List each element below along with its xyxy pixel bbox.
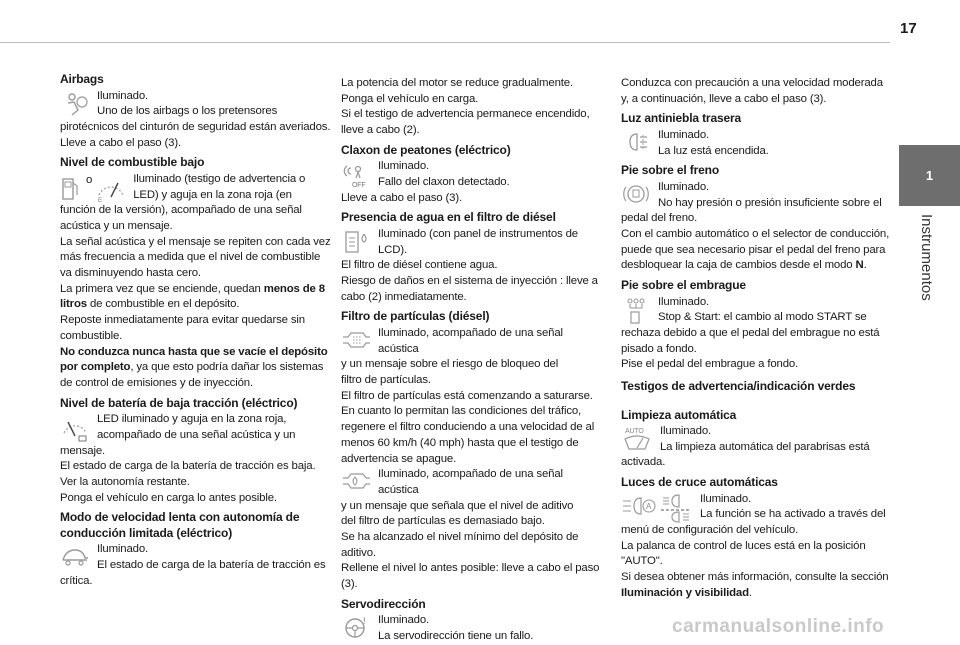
fog-line1: Iluminado. [658,128,710,141]
intro-2: Ponga el vehículo en carga. [341,92,479,105]
battery-text-4: Ponga el vehículo en carga lo antes posible. [60,491,277,504]
airbag-icon [60,90,90,118]
steering-heading: Servodirección [341,596,426,611]
auto-lights-icon [621,493,657,521]
clutch-line1: Iluminado. [658,295,710,308]
brake-text-2: Con el cambio automático o el selector de conducción, puede que sea necesario pisar el pedal del freno para desbloquear la caja de cambios desde el modo N. [621,227,890,272]
fuel-or: o [86,173,93,186]
brake-text: pedal del freno. [621,212,698,225]
svg-text:E: E [98,197,103,203]
lights-line2: La función se ha activado a través del [700,508,886,521]
dpf-additive-line1: Iluminado, acompañado de una señal acústica [378,468,563,496]
dpf-additive-line2: y un mensaje que señala que el nivel de aditivo [341,499,574,512]
steering-line2: La servodirección tiene un fallo. [378,630,534,643]
dpf-additive-text: del filtro de partículas es demasiado bajo. [341,515,545,528]
dpf-additive-text-3: Rellene el nivel lo antes posible: lleve a cabo el paso (3). [341,562,600,591]
slowmode-heading: Modo de velocidad lenta con autonomía de conducción limitada (eléctrico) [60,510,300,540]
clutch-foot-icon [621,296,651,326]
horn-text: Lleve a cabo el paso (3). [341,191,462,204]
fog-heading: Luz antiniebla trasera [621,111,742,126]
horn-heading: Claxon de peatones (eléctrico) [341,142,511,157]
battery-text: mensaje. [60,444,106,457]
brake-line2: No hay presión o presión insuficiente sobre el [658,196,882,209]
green-warnings-heading: Testigos de advertencia/indicación verdes [621,379,856,394]
fog-line2: La luz está encendida. [658,144,769,157]
fuel-pump-icon [60,173,126,203]
lights-text: menú de configuración del vehículo. [621,524,799,537]
water-heading: Presencia de agua en el filtro de diésel [341,210,556,225]
battery-heading: Nivel de batería de baja tracción (eléctrico) [60,395,298,410]
lights-text-2: La palanca de control de luces está en la posición "AUTO". [621,539,866,568]
horn-line2: Fallo del claxon detectado. [378,176,510,189]
intro-1: La potencia del motor se reduce gradualmente. [341,77,573,89]
dpf-text-3: En cuanto lo permitan las condiciones del tráfico, regenere el filtro conduciendo a una velocidad de al menos 60 km/h (40 mph) hasta que el testigo de advertencia se apague. [341,405,595,465]
lights-heading: Luces de cruce automáticas [621,475,778,490]
wiper-line1: Iluminado. [660,425,712,438]
wiper-line2: La limpieza automática del parabrisas está [660,440,870,453]
airbags-heading: Airbags [60,72,104,86]
dpf-heading: Filtro de partículas (diésel) [341,309,490,324]
column-2 [341,76,606,645]
clutch-line2: Stop & Start: el cambio al modo START se [658,311,867,324]
chapter-title: Instrumentos [918,214,935,301]
particle-filter-additive-icon [341,468,371,494]
fuel-text-4: Reposte inmediatamente para evitar quedarse sin combustible. [60,314,305,342]
dpf-additive-text-2: Se ha alcanzado el nivel mínimo del depósito de aditivo. [341,531,579,559]
lights-line1: Iluminado. [700,492,752,505]
auto-wiper-icon [621,425,653,453]
airbags-line1: Iluminado. [97,89,149,102]
rear-fog-light-icon [621,129,651,155]
intro-3: Si el testigo de advertencia permanece encendido, lleve a cabo (2). [341,108,590,137]
wiper-text: activada. [621,456,666,469]
auto-lights-letter: A [646,501,652,511]
slowmode-line1: Iluminado. [97,543,149,556]
clutch-text: rechaza debido a que el pedal del embrague no está pisado a fondo. [621,326,880,355]
clutch-heading: Pie sobre el embrague [621,278,746,293]
water-line2: El filtro de diésel contiene agua. [341,259,498,272]
auto-lights-icons [621,493,693,523]
clutch-text-2: Pise el pedal del embrague a fondo. [621,358,799,371]
fuel-text-2: La señal acústica y el mensaje se repiten con cada vez más frecuencia a medida que el nivel de combustible va disminuyendo hasta cero. [60,235,331,280]
column-1 [60,72,332,589]
page-number: 17 [900,20,917,37]
fuel-line1: Iluminado (testigo de advertencia o [133,172,306,185]
airbags-line2: Uno de los airbags o los pretensores [97,105,278,118]
water-filter-icon [341,228,371,256]
brake-line1: Iluminado. [658,180,710,193]
column-3 [621,76,893,602]
brake-heading: Pie sobre el freno [621,163,719,178]
header-divider [0,42,890,43]
dpf-text: filtro de partículas. [341,374,431,387]
fuel-text: función de la versión), acompañado de una señal acústica y un mensaje. [60,204,302,232]
lights-text-3: Si desea obtener más información, consulte la sección Iluminación y visibilidad. [621,571,889,599]
battery-line2: acompañado de una señal acústica y un [97,428,296,441]
intro-text: Conduzca con precaución a una velocidad moderada y, a continuación, lleve a cabo el paso (3). [621,77,883,105]
slowmode-line2: El estado de carga de la batería de tracción es [97,559,326,572]
fuel-gauge-icon [96,173,126,203]
horn-off-label: OFF [352,182,366,189]
watermark: carmanualsonline.info [672,616,885,637]
dipped-beam-icon [659,493,693,523]
horn-icon [341,160,371,188]
wiper-auto-label: AUTO [625,428,644,436]
slowmode-text: crítica. [60,574,93,587]
turtle-icon [60,543,90,569]
battery-line1: LED iluminado y aguja en la zona roja, [97,413,287,426]
fuel-heading: Nivel de combustible bajo [60,155,205,170]
airbags-text: pirotécnicos del cinturón de seguridad están averiados. Lleve a cabo el paso (3). [60,120,331,149]
battery-text-2: El estado de carga de la batería de tracción es baja. [60,460,316,473]
water-text: Riesgo de daños en el sistema de inyección : lleve a cabo (2) inmediatamente. [341,275,598,303]
battery-text-3: Ver la autonomía restante. [60,475,190,488]
steering-line1: Iluminado. [378,614,430,627]
fuel-warning: No conduzca nunca hasta que se vacíe el depósito por completo, ya que esto podría dañar los sistemas de control de emisiones y de inyección. [60,345,328,389]
brake-foot-icon [621,181,651,207]
particle-filter-icon [341,327,371,353]
water-line1: Iluminado (con panel de instrumentos de LCD). [378,227,578,256]
battery-gauge-icon [60,413,90,443]
dpf-line2: y un mensaje sobre el riesgo de bloqueo del [341,358,559,371]
steering-wheel-icon [341,614,371,642]
horn-line1: Iluminado. [378,160,430,173]
dpf-text-2: El filtro de partículas está comenzando a saturarse. [341,389,593,402]
dpf-line1: Iluminado, acompañado de una señal acústica [378,326,563,355]
fuel-line2: LED) y aguja en la zona roja (en [133,188,292,201]
chapter-tab[interactable]: 1 [899,145,960,206]
wiper-heading: Limpieza automática [621,407,737,422]
svg-text:!: ! [363,616,366,627]
fuel-text-3: La primera vez que se enciende, quedan menos de 8 litros de combustible en el depósito. [60,282,325,311]
